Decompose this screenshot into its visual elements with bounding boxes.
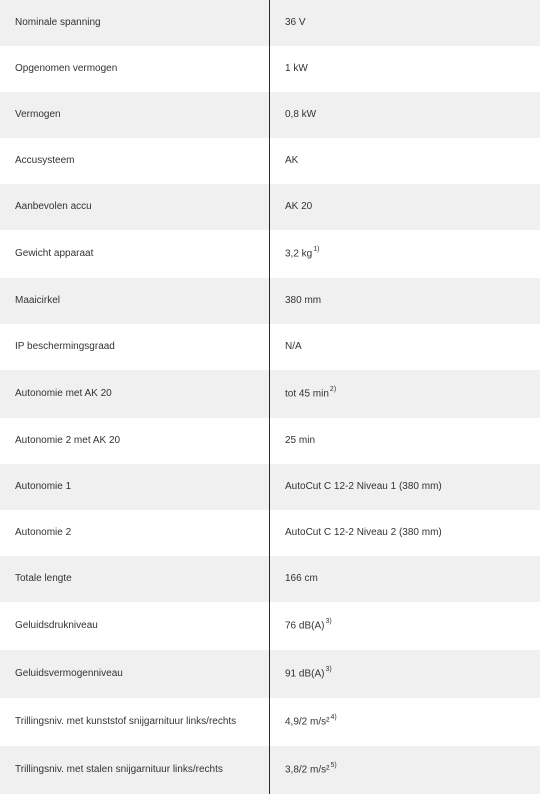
spec-row — [0, 602, 540, 650]
spec-row — [0, 556, 540, 602]
spec-value-cell — [270, 619, 540, 632]
spec-label: Nominale spanning — [15, 17, 101, 28]
spec-value-cell — [270, 387, 540, 400]
spec-label: Autonomie 2 — [15, 527, 72, 538]
spec-value: N/A — [285, 341, 302, 352]
spec-label: Autonomie 2 met AK 20 — [15, 435, 121, 446]
footnote-ref: 2) — [329, 386, 337, 394]
spec-value-cell — [270, 155, 540, 167]
spec-label: Accusysteem — [15, 155, 75, 166]
spec-value: AK 20 — [285, 201, 313, 212]
footnote-ref: 3) — [325, 618, 332, 626]
spec-row — [0, 46, 540, 92]
footnote-ref: 1) — [313, 246, 320, 254]
spec-value: 166 cm — [285, 573, 318, 584]
spec-row — [0, 418, 540, 464]
spec-label: Totale lengte — [15, 573, 72, 584]
spec-value: 3,8/2 m/s² — [285, 764, 330, 776]
spec-value: AutoCut C 12-2 Niveau 1 (380 mm) — [285, 481, 442, 492]
spec-label: Opgenomen vermogen — [15, 63, 118, 74]
spec-value: 25 min — [285, 435, 316, 446]
spec-label: Geluidsvermogenniveau — [15, 668, 123, 679]
spec-value: 76 dB(A) — [285, 620, 325, 632]
spec-value: AK — [285, 155, 299, 166]
spec-label: IP beschermingsgraad — [15, 341, 115, 352]
spec-row — [0, 746, 540, 794]
footnote-ref: 4) — [330, 714, 337, 722]
spec-value-cell — [270, 715, 540, 728]
spec-row — [0, 278, 540, 324]
spec-value-cell — [270, 763, 540, 776]
spec-value: 0,8 kW — [285, 109, 317, 120]
spec-value: 4,9/2 m/s² — [285, 716, 330, 728]
spec-label: Autonomie 1 — [15, 481, 72, 492]
spec-value: AutoCut C 12-2 Niveau 2 (380 mm) — [285, 527, 442, 538]
spec-value: 3,2 kg — [285, 248, 313, 260]
spec-row — [0, 510, 540, 556]
spec-row — [0, 650, 540, 698]
spec-row — [0, 370, 540, 418]
spec-value-cell — [270, 63, 540, 75]
spec-label: Maaicirkel — [15, 295, 61, 306]
spec-value: 91 dB(A) — [285, 668, 325, 680]
spec-row — [0, 138, 540, 184]
spec-label: Autonomie met AK 20 — [15, 388, 112, 399]
spec-label: Trillingsniv. met kunststof snijgarnituur links/rechts — [15, 716, 237, 727]
spec-value-cell — [270, 201, 540, 213]
spec-value-cell — [270, 481, 540, 493]
spec-row — [0, 92, 540, 138]
footnote-ref: 5) — [330, 762, 337, 770]
spec-row — [0, 0, 540, 46]
spec-row — [0, 230, 540, 278]
spec-row — [0, 324, 540, 370]
spec-label: Vermogen — [15, 109, 61, 120]
spec-value-cell — [270, 435, 540, 447]
spec-value-cell — [270, 247, 540, 260]
spec-label: Gewicht apparaat — [15, 248, 94, 259]
spec-value-cell — [270, 527, 540, 539]
spec-value: 1 kW — [285, 63, 308, 74]
spec-row — [0, 698, 540, 746]
spec-value: 36 V — [285, 17, 306, 28]
spec-value: tot 45 min — [285, 388, 329, 400]
spec-value-cell — [270, 109, 540, 121]
spec-value-cell — [270, 17, 540, 29]
spec-value-cell — [270, 341, 540, 353]
spec-label: Trillingsniv. met stalen snijgarnituur links/rechts — [15, 764, 223, 775]
spec-row — [0, 464, 540, 510]
spec-row — [0, 184, 540, 230]
spec-value: 380 mm — [285, 295, 322, 306]
footnote-ref: 3) — [325, 666, 332, 674]
spec-value-cell — [270, 573, 540, 585]
spec-value-cell — [270, 295, 540, 307]
spec-label: Aanbevolen accu — [15, 201, 92, 212]
spec-label: Geluidsdrukniveau — [15, 620, 98, 631]
spec-value-cell — [270, 667, 540, 680]
